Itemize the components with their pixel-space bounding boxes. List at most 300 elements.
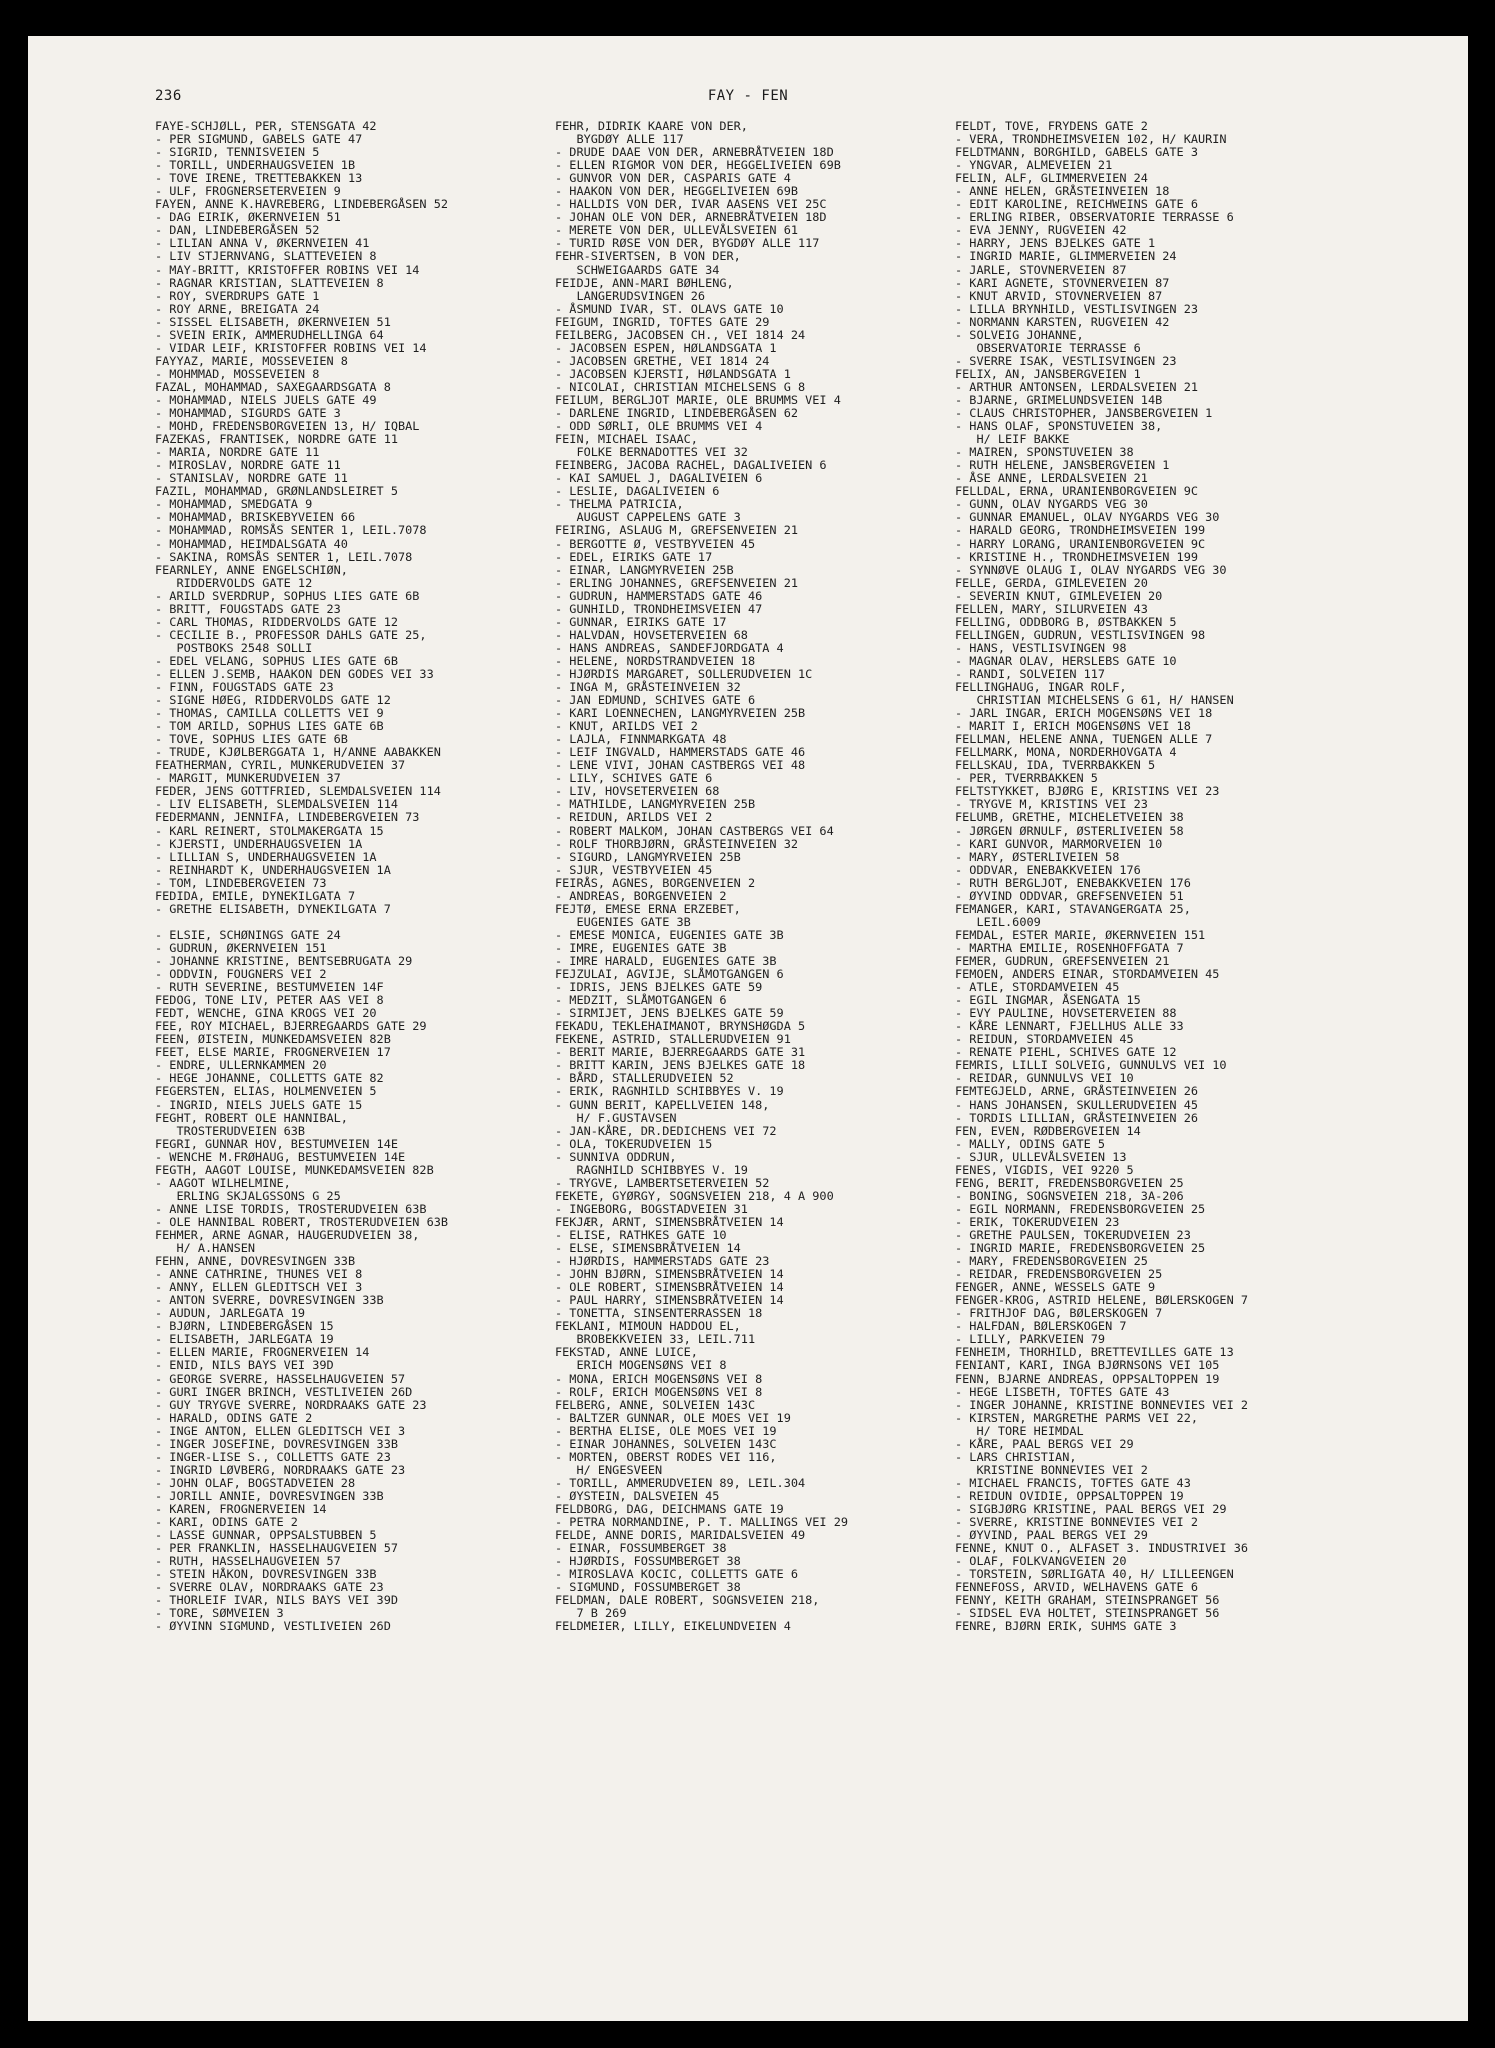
directory-entry: KRISTINE BONNEVIES VEI 2 [955, 1463, 1148, 1477]
directory-entry: - LIV ELISABETH, SLEMDALSVEIEN 114 [155, 798, 398, 812]
directory-entry: - LARS CHRISTIAN, [955, 1450, 1077, 1464]
directory-entry: - TURID RØSE VON DER, BYGDØY ALLE 117 [555, 237, 820, 251]
directory-entry: - EGIL INGMAR, ÅSENGATA 15 [955, 994, 1141, 1008]
directory-entry: - ROLF, ERICH MOGENSØNS VEI 8 [555, 1385, 763, 1399]
directory-entry: - FRITHJOF DAG, BØLERSKOGEN 7 [955, 1307, 1163, 1321]
directory-entry: FEE, ROY MICHAEL, BJERREGAARDS GATE 29 [155, 1020, 427, 1034]
directory-entry: FEDIDA, EMILE, DYNEKILGATA 7 [155, 889, 356, 903]
directory-entry: - HEGE JOHANNE, COLLETTS GATE 82 [155, 1072, 384, 1086]
directory-entry: FENN, BJARNE ANDREAS, OPPSALTOPPEN 19 [955, 1372, 1220, 1386]
directory-entry: 7 B 269 [555, 1607, 627, 1621]
directory-entry: FEMRIS, LILLI SOLVEIG, GUNNULVS VEI 10 [955, 1059, 1227, 1073]
directory-entry: - EDEL, EIRIKS GATE 17 [555, 550, 713, 564]
directory-entry: - MAGNAR OLAV, HERSLEBS GATE 10 [955, 654, 1177, 668]
directory-entry: - BERTHA ELISE, OLE MOES VEI 19 [555, 1424, 777, 1438]
directory-entry: FELLING, ODDBORG B, ØSTBAKKEN 5 [955, 615, 1177, 629]
directory-entry: - IMRE HARALD, EUGENIES GATE 3B [555, 955, 777, 968]
directory-entry: - DAG EIRIK, ØKERNVEIEN 51 [155, 211, 341, 225]
directory-entry: - AUDUN, JARLEGATA 19 [155, 1307, 306, 1321]
directory-entry: FEKLANI, MIMOUN HADDOU EL, [555, 1320, 741, 1334]
directory-entry: - SVEIN ERIK, AMMERUDHELLINGA 64 [155, 328, 384, 342]
directory-entry: FEKSTAD, ANNE LUICE, [555, 1346, 698, 1360]
directory-entry: - HJØRDIS, FOSSUMBERGET 38 [555, 1555, 741, 1569]
directory-entry: FEINBERG, JACOBA RACHEL, DAGALIVEIEN 6 [555, 459, 827, 473]
directory-entry: - TONETTA, SINSENTERRASSEN 18 [555, 1307, 763, 1321]
directory-entry: - EINAR, LANGMYRVEIEN 25B [555, 563, 734, 577]
directory-entry: - ROBERT MALKOM, JOHAN CASTBERGS VEI 64 [555, 824, 834, 838]
directory-entry: FENNE, KNUT O., ALFASET 3. INDUSTRIVEI 36 [955, 1542, 1249, 1556]
directory-entry: - JOHN OLAF, BOGSTADVEIEN 28 [155, 1476, 356, 1490]
directory-entry: - KARL REINERT, STOLMAKERGATA 15 [155, 824, 384, 838]
directory-entry: - MAY-BRITT, KRISTOFFER ROBINS VEI 14 [155, 263, 420, 277]
directory-entry: - HEGE LISBETH, TOFTES GATE 43 [955, 1385, 1170, 1399]
directory-entry: - MIROSLAVA KOCIC, COLLETTS GATE 6 [555, 1568, 798, 1582]
directory-entry: - MOHD, FREDENSBORGVEIEN 13, H/ IQBAL [155, 420, 420, 434]
directory-entry: - ÅSE ANNE, LERDALSVEIEN 21 [955, 472, 1148, 486]
directory-entry: - JORILL ANNIE, DOVRESVINGEN 33B [155, 1489, 384, 1503]
directory-entry: TROSTERUDVEIEN 63B [155, 1124, 306, 1138]
directory-entry: - HALLDIS VON DER, IVAR AASENS VEI 25C [555, 198, 827, 212]
directory-entry: FEDT, WENCHE, GINA KROGS VEI 20 [155, 1007, 377, 1021]
directory-entry: - INGA M, GRÅSTEINVEIEN 32 [555, 681, 741, 695]
directory-entry: - MALLY, ODINS GATE 5 [955, 1137, 1106, 1151]
directory-entry: - GUNN BERIT, KAPELLVEIEN 148, [555, 1098, 770, 1112]
directory-entry: BYGDØY ALLE 117 [555, 133, 684, 147]
directory-entry: - RUTH HELENE, JANSBERGVEIEN 1 [955, 459, 1170, 473]
directory-entry: FAZIL, MOHAMMAD, GRØNLANDSLEIRET 5 [155, 485, 398, 499]
directory-entry: - EDIT KAROLINE, REICHWEINS GATE 6 [955, 198, 1198, 212]
directory-entry: - GUNHILD, TRONDHEIMSVEIEN 47 [555, 602, 763, 616]
directory-entry: - SVERRE OLAV, NORDRAAKS GATE 23 [155, 1581, 384, 1595]
directory-entry: - KJERSTI, UNDERHAUGSVEIEN 1A [155, 837, 363, 851]
directory-entry: - HALFDAN, BØLERSKOGEN 7 [955, 1320, 1127, 1334]
directory-entry: - DRUDE DAAE VON DER, ARNEBRÅTVEIEN 18D [555, 146, 834, 160]
directory-entry: FENNY, KEITH GRAHAM, STEINSPRANGET 56 [955, 1594, 1220, 1608]
directory-entry: - GURI INGER BRINCH, VESTLIVEIEN 26D [155, 1385, 413, 1399]
directory-column-2 [555, 120, 983, 1633]
directory-entry: - INGRID, NIELS JUELS GATE 15 [155, 1098, 363, 1112]
directory-entry: - AAGOT WILHELMINE, [155, 1176, 291, 1190]
directory-entry: FEET, ELSE MARIE, FROGNERVEIEN 17 [155, 1046, 391, 1060]
directory-entry: - SJUR, VESTBYVEIEN 45 [555, 863, 713, 877]
directory-entry: - ELLEN RIGMOR VON DER, HEGGELIVEIEN 69B [555, 159, 841, 173]
directory-entry: EUGENIES GATE 3B [555, 915, 691, 929]
directory-entry: - BJØRN, LINDEBERGÅSEN 15 [155, 1320, 334, 1334]
directory-entry: - INGRID LØVBERG, NORDRAAKS GATE 23 [155, 1463, 406, 1477]
directory-entry: LEIL.6009 [955, 915, 1041, 929]
directory-entry: - MONA, ERICH MOGENSØNS VEI 8 [555, 1372, 763, 1386]
directory-entry: ERLING SKJALGSSONS G 25 [155, 1189, 341, 1203]
directory-entry: FEMER, GUDRUN, GREFSENVEIEN 21 [955, 955, 1170, 968]
directory-entry: - ULF, FROGNERSETERVEIEN 9 [155, 185, 341, 199]
directory-entry: - ELLEN MARIE, FROGNERVEIEN 14 [155, 1346, 370, 1360]
directory-entry: - GUDRUN, HAMMERSTADS GATE 46 [555, 589, 763, 603]
directory-entry: - INGER JOSEFINE, DOVRESVINGEN 33B [155, 1437, 398, 1451]
directory-entry: - VIDAR LEIF, KRISTOFFER ROBINS VEI 14 [155, 341, 427, 355]
directory-entry: FEDERMANN, JENNIFA, LINDEBERGVEIEN 73 [155, 811, 420, 825]
directory-entry: - BONING, SOGNSVEIEN 218, 3A-206 [955, 1189, 1184, 1203]
directory-entry: - SIGNE HØEG, RIDDERVOLDS GATE 12 [155, 694, 391, 708]
directory-entry: - JACOBSEN GRETHE, VEI 1814 24 [555, 354, 770, 368]
directory-entry: FEJTØ, EMESE ERNA ERZEBET, [555, 902, 741, 916]
directory-entry: - NICOLAI, CHRISTIAN MICHELSENS G 8 [555, 380, 806, 394]
directory-entry: FELLMAN, HELENE ANNA, TUENGEN ALLE 7 [955, 733, 1213, 747]
directory-entry: - OLA, TOKERUDVEIEN 15 [555, 1137, 713, 1151]
directory-entry: - KAREN, FROGNERVEIEN 14 [155, 1502, 327, 1516]
directory-entry: - JOHN BJØRN, SIMENSBRÅTVEIEN 14 [555, 1268, 784, 1282]
directory-entry: - ANNE LISE TORDIS, TROSTERUDVEIEN 63B [155, 1202, 427, 1216]
directory-entry: - JØRGEN ØRNULF, ØSTERLIVEIEN 58 [955, 824, 1184, 838]
directory-entry: - LILLY, PARKVEIEN 79 [955, 1333, 1106, 1347]
directory-entry: - HARRY LORANG, URANIENBORGVEIEN 9C [955, 537, 1206, 551]
directory-entry: - ANNY, ELLEN GLEDITSCH VEI 3 [155, 1281, 363, 1295]
directory-entry: FAZEKAS, FRANTISEK, NORDRE GATE 11 [155, 433, 398, 447]
directory-entry: FEHN, ANNE, DOVRESVINGEN 33B [155, 1255, 356, 1269]
directory-entry: - GEORGE SVERRE, HASSELHAUGVEIEN 57 [155, 1372, 406, 1386]
directory-entry: - SIDSEL EVA HOLTET, STEINSPRANGET 56 [955, 1607, 1220, 1621]
directory-entry: - MOHAMMAD, NIELS JUELS GATE 49 [155, 393, 377, 407]
directory-entry: - WENCHE M.FRØHAUG, BESTUMVEIEN 14E [155, 1150, 406, 1164]
directory-entry: FEILUM, BERGLJOT MARIE, OLE BRUMMS VEI 4 [555, 393, 841, 407]
directory-entry: - EGIL NORMANN, FREDENSBORGVEIEN 25 [955, 1202, 1206, 1216]
directory-entry: - SVERRE ISAK, VESTLISVINGEN 23 [955, 354, 1177, 368]
directory-entry: - LEIF INGVALD, HAMMERSTADS GATE 46 [555, 746, 806, 760]
directory-entry: FEHR-SIVERTSEN, B VON DER, [555, 250, 741, 264]
directory-entry: - SUNNIVA ODDRUN, [555, 1150, 677, 1164]
directory-column-3 [955, 120, 1458, 1633]
directory-entry: ERICH MOGENSØNS VEI 8 [555, 1359, 727, 1373]
directory-entry: - MOHAMMAD, BRISKEBYVEIEN 66 [155, 511, 356, 525]
directory-entry: FEGRI, GUNNAR HOV, BESTUMVEIEN 14E [155, 1137, 398, 1151]
directory-entry: - LILLA BRYNHILD, VESTLISVINGEN 23 [955, 302, 1198, 316]
directory-entry: - ROLF THORBJØRN, GRÅSTEINVEIEN 32 [555, 837, 798, 851]
directory-entry: FELLDAL, ERNA, URANIENBORGVEIEN 9C [955, 485, 1198, 499]
directory-entry: - INGER-LISE S., COLLETTS GATE 23 [155, 1450, 391, 1464]
directory-entry: - THELMA PATRICIA, [555, 498, 684, 512]
directory-entry: - KARI, ODINS GATE 2 [155, 1516, 298, 1530]
directory-entry: - LAJLA, FINNMARKGATA 48 [555, 733, 727, 747]
directory-entry: FEMTEGJELD, ARNE, GRÅSTEINVEIEN 26 [955, 1085, 1198, 1099]
directory-entry: FENNEFOSS, ARVID, WELHAVENS GATE 6 [955, 1581, 1198, 1595]
directory-entry: - HARRY, JENS BJELKES GATE 1 [955, 237, 1156, 251]
directory-entry: - HANS OLAF, SPONSTUVEIEN 38, [955, 420, 1163, 434]
directory-entry: - KRISTINE H., TRONDHEIMSVEIEN 199 [955, 550, 1198, 564]
directory-entry: - BERIT MARIE, BJERREGAARDS GATE 31 [555, 1046, 806, 1060]
directory-entry: - LILLIAN S, UNDERHAUGSVEIEN 1A [155, 850, 377, 864]
directory-entry: - MOHAMMAD, ROMSÅS SENTER 1, LEIL.7078 [155, 524, 427, 538]
directory-entry: - GRETHE ELISABETH, DYNEKILGATA 7 [155, 902, 391, 916]
directory-entry: FAYEN, ANNE K.HAVREBERG, LINDEBERGÅSEN 52 [155, 198, 449, 212]
directory-entry: - CLAUS CHRISTOPHER, JANSBERGVEIEN 1 [955, 407, 1213, 421]
directory-entry: FENIANT, KARI, INGA BJØRNSONS VEI 105 [955, 1359, 1220, 1373]
directory-entry: H/ F.GUSTAVSEN [555, 1111, 677, 1125]
directory-entry: - LENE VIVI, JOHAN CASTBERGS VEI 48 [555, 759, 806, 773]
directory-entry: FENRE, BJØRN ERIK, SUHMS GATE 3 [955, 1620, 1177, 1634]
directory-entry: - SEVERIN KNUT, GIMLEVEIEN 20 [955, 589, 1163, 603]
directory-entry: - MOHAMMAD, SMEDGATA 9 [155, 498, 313, 512]
directory-entry: - SIGMUND, FOSSUMBERGET 38 [555, 1581, 741, 1595]
directory-entry: FELLMARK, MONA, NORDERHOVGATA 4 [955, 746, 1177, 760]
directory-entry: - ANNE CATHRINE, THUNES VEI 8 [155, 1268, 363, 1282]
directory-entry: FELDTMANN, BORGHILD, GABELS GATE 3 [955, 146, 1198, 160]
directory-entry: - ERLING JOHANNES, GREFSENVEIEN 21 [555, 576, 798, 590]
directory-entry: - JOHANNE KRISTINE, BENTSEBRUGATA 29 [155, 955, 413, 968]
directory-entry: - ROY ARNE, BREIGATA 24 [155, 302, 320, 316]
directory-entry: - EMESE MONICA, EUGENIES GATE 3B [555, 928, 784, 942]
directory-entry: - MARIT I, ERICH MOGENSØNS VEI 18 [955, 720, 1191, 734]
directory-entry: - JARLE, STOVNERVEIEN 87 [955, 263, 1127, 277]
directory-entry: FELUMB, GRETHE, MICHELETVEIEN 38 [955, 811, 1184, 825]
directory-entry: - INGRID MARIE, FREDENSBORGVEIEN 25 [955, 1242, 1206, 1256]
directory-entry: FELDMEIER, LILLY, EIKELUNDVEIEN 4 [555, 1620, 791, 1634]
directory-entry: - REIDUN, ARILDS VEI 2 [555, 811, 713, 825]
directory-entry: FEIN, MICHAEL ISAAC, [555, 433, 698, 447]
directory-entry: - MARY, FREDENSBORGVEIEN 25 [955, 1255, 1148, 1269]
directory-entry: - ELSIE, SCHØNINGS GATE 24 [155, 928, 341, 942]
directory-entry: FEKADU, TEKLEHAIMANOT, BRYNSHØGDA 5 [555, 1020, 806, 1034]
directory-entry: - ODDVIN, FOUGNERS VEI 2 [155, 968, 327, 982]
directory-entry: - INGRID MARIE, GLIMMERVEIEN 24 [955, 250, 1177, 264]
directory-entry: - ØYVINN SIGMUND, VESTLIVEIEN 26D [155, 1620, 391, 1634]
directory-entry: - MICHAEL FRANCIS, TOFTES GATE 43 [955, 1476, 1191, 1490]
directory-entry: - CECILIE B., PROFESSOR DAHLS GATE 25, [155, 628, 427, 642]
directory-entry: - ERIK, TOKERUDVEIEN 23 [955, 1215, 1120, 1229]
directory-entry: - KÅRE LENNART, FJELLHUS ALLE 33 [955, 1020, 1184, 1034]
name-range: FAY - FEN [707, 88, 789, 104]
directory-entry: - REIDAR, GUNNULVS VEI 10 [955, 1072, 1134, 1086]
directory-entry: - INGE ANTON, ELLEN GLEDITSCH VEI 3 [155, 1424, 406, 1438]
directory-entry: - TORILL, AMMERUDVEIEN 89, LEIL.304 [555, 1476, 806, 1490]
directory-entry: - KNUT, ARILDS VEI 2 [555, 720, 698, 734]
directory-entry: - SIGURD, LANGMYRVEIEN 25B [555, 850, 741, 864]
directory-entry [155, 916, 583, 929]
directory-entry: - MATHILDE, LANGMYRVEIEN 25B [555, 798, 756, 812]
directory-entry: FENES, VIGDIS, VEI 9220 5 [955, 1163, 1134, 1177]
directory-entry: SCHWEIGAARDS GATE 34 [555, 263, 720, 277]
directory-entry: - TRYGVE M, KRISTINS VEI 23 [955, 798, 1148, 812]
directory-entry: - HARALD, ODINS GATE 2 [155, 1411, 313, 1425]
directory-entry: - KAI SAMUEL J, DAGALIVEIEN 6 [555, 472, 763, 486]
directory-entry: - DARLENE INGRID, LINDEBERGÅSEN 62 [555, 407, 798, 421]
directory-entry: - JARL INGAR, ERICH MOGENSØNS VEI 18 [955, 707, 1213, 721]
directory-entry: FEMANGER, KARI, STAVANGERGATA 25, [955, 902, 1191, 916]
directory-entry: - MARY, ØSTERLIVEIEN 58 [955, 850, 1120, 864]
directory-entry: - JACOBSEN KJERSTI, HØLANDSGATA 1 [555, 367, 791, 381]
directory-entry: - PAUL HARRY, SIMENSBRÅTVEIEN 14 [555, 1294, 784, 1308]
directory-entry: FEMOEN, ANDERS EINAR, STORDAMVEIEN 45 [955, 968, 1220, 982]
directory-entry: - EINAR JOHANNES, SOLVEIEN 143C [555, 1437, 777, 1451]
directory-entry: - ØYSTEIN, DALSVEIEN 45 [555, 1489, 720, 1503]
directory-entry: - TORE, SØMVEIEN 3 [155, 1607, 284, 1621]
directory-entry: - HJØRDIS MARGARET, SOLLERUDVEIEN 1C [555, 667, 813, 681]
directory-entry: OBSERVATORIE TERRASSE 6 [955, 341, 1141, 355]
directory-entry: FELTSTYKKET, BJØRG E, KRISTINS VEI 23 [955, 785, 1220, 799]
directory-entry: FEEN, ØISTEIN, MUNKEDAMSVEIEN 82B [155, 1033, 391, 1047]
directory-entry: - MORTEN, OBERST RODES VEI 116, [555, 1450, 777, 1464]
directory-entry: - STANISLAV, NORDRE GATE 11 [155, 472, 348, 486]
directory-entry: - EDEL VELANG, SOPHUS LIES GATE 6B [155, 654, 398, 668]
directory-entry: - ELLEN J.SEMB, HAAKON DEN GODES VEI 33 [155, 667, 434, 681]
directory-entry: - EINAR, FOSSUMBERGET 38 [555, 1542, 727, 1556]
directory-entry: FEIRÅS, AGNES, BORGENVEIEN 2 [555, 876, 756, 890]
directory-entry: FEJZULAI, AGVIJE, SLÅMOTGANGEN 6 [555, 968, 784, 982]
directory-entry: - CARL THOMAS, RIDDERVOLDS GATE 12 [155, 615, 398, 629]
directory-entry: - FINN, FOUGSTADS GATE 23 [155, 681, 334, 695]
directory-entry: - LIV STJERNVANG, SLATTEVEIEN 8 [155, 250, 377, 264]
directory-entry: - JAN-KÅRE, DR.DEDICHENS VEI 72 [555, 1124, 777, 1138]
directory-entry: - HANS JOHANSEN, SKULLERUDVEIEN 45 [955, 1098, 1198, 1112]
directory-entry: FEATHERMAN, CYRIL, MUNKERUDVEIEN 37 [155, 759, 406, 773]
directory-entry: H/ A.HANSEN [155, 1242, 256, 1256]
directory-entry: - ODDVAR, ENEBAKKVEIEN 176 [955, 863, 1141, 877]
directory-entry: FELDE, ANNE DORIS, MARIDALSVEIEN 49 [555, 1529, 806, 1543]
directory-entry: - SOLVEIG JOHANNE, [955, 328, 1084, 342]
directory-entry: - TRYGVE, LAMBERTSETERVEIEN 52 [555, 1176, 770, 1190]
directory-entry: BROBEKKVEIEN 33, LEIL.711 [555, 1333, 756, 1347]
directory-entry: - MARIA, NORDRE GATE 11 [155, 446, 320, 460]
directory-entry: AUGUST CAPPELENS GATE 3 [555, 511, 741, 525]
directory-entry: - INGEBORG, BOGSTADVEIEN 31 [555, 1202, 748, 1216]
directory-entry: - GUNVOR VON DER, CASPARIS GATE 4 [555, 172, 791, 186]
directory-entry: FELLEN, MARY, SILURVEIEN 43 [955, 602, 1148, 616]
directory-entry: RIDDERVOLDS GATE 12 [155, 576, 313, 590]
directory-entry: - ÅSMUND IVAR, ST. OLAVS GATE 10 [555, 302, 784, 316]
directory-entry: - TOVE IRENE, TRETTEBAKKEN 13 [155, 172, 363, 186]
directory-entry: - ENDRE, ULLERNKAMMEN 20 [155, 1059, 327, 1073]
directory-entry: FELLINGHAUG, INGAR ROLF, [955, 681, 1127, 695]
directory-entry: - BERGOTTE Ø, VESTBYVEIEN 45 [555, 537, 756, 551]
directory-entry: - SIRMIJET, JENS BJELKES GATE 59 [555, 1007, 784, 1021]
directory-entry: - IDRIS, JENS BJELKES GATE 59 [555, 981, 763, 995]
directory-entry: FEIGUM, INGRID, TOFTES GATE 29 [555, 315, 770, 329]
directory-entry: FAZAL, MOHAMMAD, SAXEGAARDSGATA 8 [155, 380, 391, 394]
directory-entry: - ANTON SVERRE, DOVRESVINGEN 33B [155, 1294, 384, 1308]
directory-entry: FELLE, GERDA, GIMLEVEIEN 20 [955, 576, 1148, 590]
directory-entry: FENG, BERIT, FREDENSBORGVEIEN 25 [955, 1176, 1184, 1190]
directory-entry: - ELSE, SIMENSBRÅTVEIEN 14 [555, 1242, 741, 1256]
directory-entry: - EVY PAULINE, HOVSETERVEIEN 88 [955, 1007, 1177, 1021]
directory-entry: - RENATE PIEHL, SCHIVES GATE 12 [955, 1046, 1177, 1060]
directory-entry: - GUNNAR, EIRIKS GATE 17 [555, 615, 727, 629]
directory-entry: H/ LEIF BAKKE [955, 433, 1070, 447]
directory-entry: - ANDREAS, BORGENVEIEN 2 [555, 889, 727, 903]
directory-entry: FEGHT, ROBERT OLE HANNIBAL, [155, 1111, 348, 1125]
directory-entry: - LILIAN ANNA V, ØKERNVEIEN 41 [155, 237, 370, 251]
directory-entry: POSTBOKS 2548 SOLLI [155, 641, 313, 655]
directory-entry: FELBERG, ANNE, SOLVEIEN 143C [555, 1398, 756, 1412]
directory-entry: - THOMAS, CAMILLA COLLETTS VEI 9 [155, 707, 384, 721]
directory-entry: FAYYAZ, MARIE, MOSSEVEIEN 8 [155, 354, 348, 368]
directory-entry: RAGNHILD SCHIBBYES V. 19 [555, 1163, 748, 1177]
directory-entry: - RAGNAR KRISTIAN, SLATTEVEIEN 8 [155, 276, 384, 290]
directory-entry: - REIDAR, FREDENSBORGVEIEN 25 [955, 1268, 1163, 1282]
directory-entry: FENGER, ANNE, WESSELS GATE 9 [955, 1281, 1156, 1295]
directory-entry: - ELISE, RATHKES GATE 10 [555, 1228, 727, 1242]
directory-entry: FEILBERG, JACOBSEN CH., VEI 1814 24 [555, 328, 806, 342]
directory-entry: - MARTHA EMILIE, ROSENHOFFGATA 7 [955, 941, 1184, 955]
directory-entry: - BALTZER GUNNAR, OLE MOES VEI 19 [555, 1411, 791, 1425]
directory-entry: FELIX, AN, JANSBERGVEIEN 1 [955, 367, 1141, 381]
directory-entry: - MOHMMAD, MOSSEVEIEN 8 [155, 367, 320, 381]
directory-entry: CHRISTIAN MICHELSENS G 61, H/ HANSEN [955, 694, 1234, 708]
directory-entry: FELLINGEN, GUDRUN, VESTLISVINGEN 98 [955, 628, 1206, 642]
directory-entry: FELIN, ALF, GLIMMERVEIEN 24 [955, 172, 1148, 186]
directory-entry: FEGERSTEN, ELIAS, HOLMENVEIEN 5 [155, 1085, 377, 1099]
directory-entry: - PETRA NORMANDINE, P. T. MALLINGS VEI 29 [555, 1516, 849, 1530]
directory-entry: FEKETE, GYØRGY, SOGNSVEIEN 218, 4 A 900 [555, 1189, 834, 1203]
directory-entry: FENHEIM, THORHILD, BRETTEVILLES GATE 13 [955, 1346, 1234, 1360]
directory-page [28, 36, 1468, 2021]
directory-entry: - SJUR, ULLEVÅLSVEIEN 13 [955, 1150, 1127, 1164]
directory-entry: FEGTH, AAGOT LOUISE, MUNKEDAMSVEIEN 82B [155, 1163, 434, 1177]
directory-entry: FEMDAL, ESTER MARIE, ØKERNVEIEN 151 [955, 928, 1206, 942]
directory-entry: - BRITT KARIN, JENS BJELKES GATE 18 [555, 1059, 806, 1073]
directory-entry: - BJARNE, GRIMELUNDSVEIEN 14B [955, 393, 1163, 407]
directory-entry: - TORILL, UNDERHAUGSVEIEN 1B [155, 159, 356, 173]
directory-entry: - KNUT ARVID, STOVNERVEIEN 87 [955, 289, 1163, 303]
directory-entry: - KARI AGNETE, STOVNERVEIEN 87 [955, 276, 1170, 290]
directory-entry: FEARNLEY, ANNE ENGELSCHIØN, [155, 563, 348, 577]
directory-entry: LANGERUDSVINGEN 26 [555, 289, 706, 303]
page-number: 236 [155, 88, 182, 104]
directory-entry: - SIGRID, TENNISVEIEN 5 [155, 146, 320, 160]
directory-entry: - ERLING RIBER, OBSERVATORIE TERRASSE 6 [955, 211, 1234, 225]
directory-entry: FEKJÆR, ARNT, SIMENSBRÅTVEIEN 14 [555, 1215, 784, 1229]
directory-entry: - PER SIGMUND, GABELS GATE 47 [155, 133, 363, 147]
directory-entry: - HANS, VESTLISVINGEN 98 [955, 641, 1127, 655]
directory-entry: FEIRING, ASLAUG M, GREFSENVEIEN 21 [555, 524, 798, 538]
directory-entry: FENGER-KROG, ASTRID HELENE, BØLERSKOGEN 7 [955, 1294, 1249, 1308]
directory-entry: - HALVDAN, HOVSETERVEIEN 68 [555, 628, 748, 642]
directory-entry: FELDMAN, DALE ROBERT, SOGNSVEIEN 218, [555, 1594, 820, 1608]
directory-entry: - LILY, SCHIVES GATE 6 [555, 772, 713, 786]
directory-entry: H/ TORE HEIMDAL [955, 1424, 1084, 1438]
directory-entry: - PER FRANKLIN, HASSELHAUGVEIEN 57 [155, 1542, 398, 1556]
directory-entry: - KARI GUNVOR, MARMORVEIEN 10 [955, 837, 1163, 851]
directory-column-1 [155, 120, 583, 1633]
directory-entry: - ØYVIND, PAAL BERGS VEI 29 [955, 1529, 1148, 1543]
directory-entry: - BRITT, FOUGSTADS GATE 23 [155, 602, 341, 616]
directory-entry: - MIROSLAV, NORDRE GATE 11 [155, 459, 341, 473]
directory-entry: - VERA, TRONDHEIMSVEIEN 102, H/ KAURIN [955, 133, 1227, 147]
directory-entry: FOLKE BERNADOTTES VEI 32 [555, 446, 748, 460]
directory-entry: FEDOG, TONE LIV, PETER AAS VEI 8 [155, 994, 384, 1008]
directory-entry: - ERIK, RAGNHILD SCHIBBYES V. 19 [555, 1085, 784, 1099]
directory-entry: - ARILD SVERDRUP, SOPHUS LIES GATE 6B [155, 589, 420, 603]
directory-entry: - THORLEIF IVAR, NILS BAYS VEI 39D [155, 1594, 398, 1608]
directory-entry: - HJØRDIS, HAMMERSTADS GATE 23 [555, 1255, 770, 1269]
directory-entry: - DAN, LINDEBERGÅSEN 52 [155, 224, 320, 238]
directory-entry: - TORSTEIN, SØRLIGATA 40, H/ LILLEENGEN [955, 1568, 1234, 1582]
directory-entry: - JACOBSEN ESPEN, HØLANDSGATA 1 [555, 341, 777, 355]
directory-entry: - HELENE, NORDSTRANDVEIEN 18 [555, 654, 756, 668]
directory-entry: - ODD SØRLI, OLE BRUMMS VEI 4 [555, 420, 763, 434]
directory-entry: - ELISABETH, JARLEGATA 19 [155, 1333, 334, 1347]
directory-entry: - LESLIE, DAGALIVEIEN 6 [555, 485, 720, 499]
directory-entry: - RANDI, SOLVEIEN 117 [955, 667, 1106, 681]
directory-entry: - SYNNØVE OLAUG I, OLAV NYGARDS VEG 30 [955, 563, 1227, 577]
directory-entry: FELLSKAU, IDA, TVERRBAKKEN 5 [955, 759, 1156, 773]
directory-entry: - SIGBJØRG KRISTINE, PAAL BERGS VEI 29 [955, 1502, 1227, 1516]
directory-entry: - IMRE, EUGENIES GATE 3B [555, 941, 727, 955]
directory-entry: - GUNN, OLAV NYGARDS VEG 30 [955, 498, 1148, 512]
directory-entry: - TOM ARILD, SOPHUS LIES GATE 6B [155, 720, 384, 734]
directory-entry: FEDER, JENS GOTTFRIED, SLEMDALSVEIEN 114 [155, 785, 441, 799]
directory-entry: - BÅRD, STALLERUDVEIEN 52 [555, 1072, 734, 1086]
directory-entry: - ENID, NILS BAYS VEI 39D [155, 1359, 334, 1373]
directory-entry: FELDBORG, DAG, DEICHMANS GATE 19 [555, 1502, 784, 1516]
directory-entry: - OLAF, FOLKVANGVEIEN 20 [955, 1555, 1127, 1569]
